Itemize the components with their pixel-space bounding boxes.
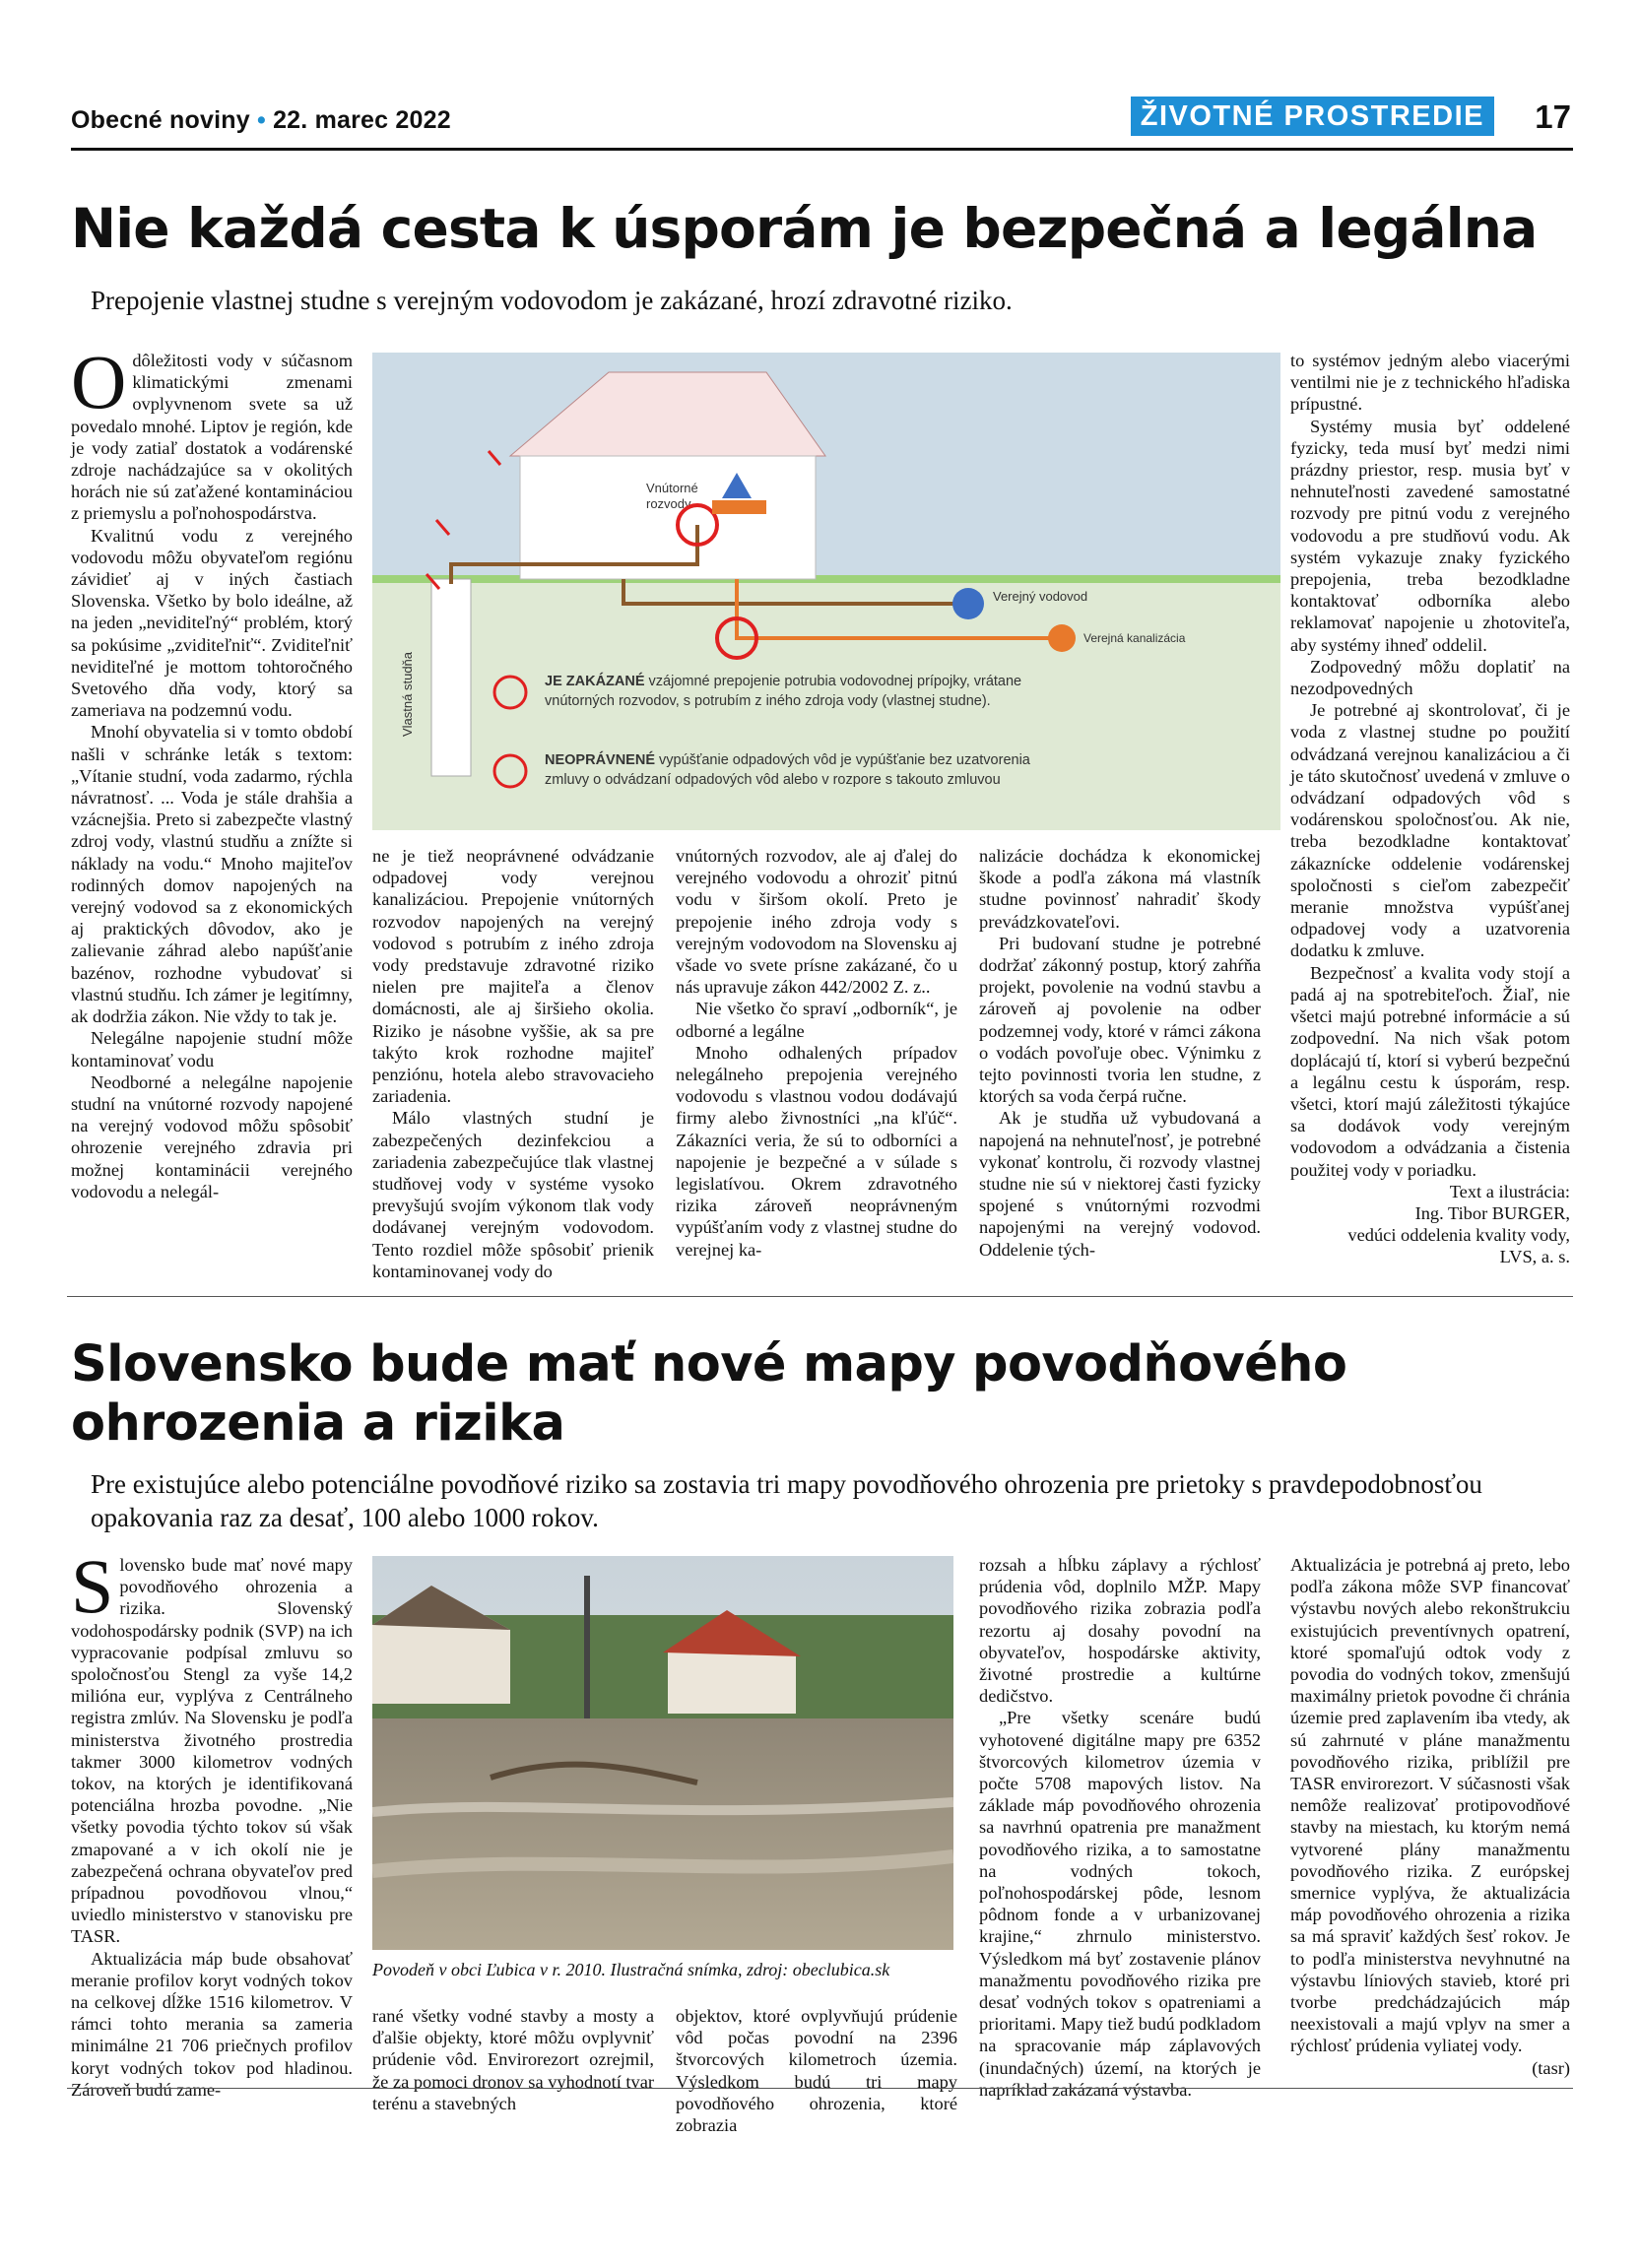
- well-shaft: [431, 579, 471, 776]
- paragraph: Aktualizácia máp bude obsahovať meranie profilov koryt vodných tokov na celkovej dĺžke 1516 kilometrov. V rámci tohto merania sa zameria minimálne 21 706 priečnych profilov koryt vodných tokov pod hladinou. Zároveň budú zame-: [71, 1948, 353, 2100]
- photo-caption: Povodeň v obci Ľubica v r. 2010. Ilustračná snímka, zdroj: obeclubica.sk: [372, 1960, 890, 1979]
- paragraph: Pri budovaní studne je potrebné dodržať zákonný postup, ktorý zahŕňa projekt, povolenie na vodnú stavbu a zároveň aj povolenie na odber podzemnej vody, ktoré v rámci zákona o vodách povoľuje obec. Výnimku z tejto povinnosti tvoria len studne, z ktorých sa voda čerpá ručne.: [979, 933, 1261, 1107]
- grass: [372, 575, 1280, 583]
- paragraph: rané všetky vodné stavby a mosty a ďalšie objekty, ktoré môžu ovplyvniť prúdenie vôd. Envirorezort ozrejmil, že za pomoci dronov sa vyhodnotí tvar terénu a stavebných: [372, 2006, 654, 2113]
- paragraph: ne je tiež neoprávnené odvádzanie odpadovej vody verejnou kanalizáciou. Prepojenie vnútorných rozvodov napojených na verejný vodovod s potrubím z iného zdroja vody predstavuje zdravotné riziko nielen pre majiteľa a členov domácnosti, ale aj širšieho okolia. Riziko je násobne vyššie, ak sa pre takýto krok rozhodne majiteľ penziónu, hotela alebo stravovacieho zariadenia.: [372, 846, 654, 1107]
- bottom-rule: [67, 2088, 1573, 2089]
- dropcap: O: [71, 339, 127, 424]
- header-rule: [71, 148, 1573, 151]
- paragraph: Neodborné a nelegálne napojenie studní na vnútorné rozvody napojené na verejný vodovod môžu spôsobiť ohrozenie verejného zdravia pri možnej kontaminácii verejného vodovodu a nelegál-: [71, 1071, 353, 1201]
- dropcap: S: [71, 1543, 114, 1629]
- article1-column-3: [676, 845, 957, 1261]
- public-water-main-icon: [952, 588, 984, 619]
- section-tag: ŽIVOTNÉ PROSTREDIE: [1131, 97, 1494, 136]
- note1: JE ZAKÁZANÉ vzájomné prepojenie potrubia vodovodnej prípojky, vrátane vnútorných rozvodov, s potrubím z iného zdroja vody (vlastnej studne).: [545, 674, 1022, 709]
- sky: [372, 353, 1280, 579]
- subheading: Nelegálne napojenie studní môže kontaminovať vodu: [71, 1028, 353, 1070]
- page-number: 17: [1535, 98, 1571, 135]
- house-wall: [520, 456, 816, 579]
- paragraph: objektov, ktoré ovplyvňujú prúdenie vôd počas povodní na 2396 štvorcových kilometroch územia. Výsledkom budú tri mapy povodňového ohrozenia, ktoré zobrazia: [676, 2006, 957, 2136]
- article1-credit: Text a ilustrácia: Ing. Tibor BURGER, vedúci oddelenia kvality vody, LVS, a. s.: [1347, 1181, 1570, 1267]
- flood-photo: [372, 1556, 953, 1950]
- water-connection-diagram: [372, 353, 1280, 830]
- paragraph: vnútorných rozvodov, ale aj ďalej do verejného vodovodu a ohroziť pitnú vodu v širšom okolí. Preto je prepojenie iného zdroja vody s verejným vodovodom na Slovensku aj všade vo svete prísne zakázané, čo u nás upravuje zákon 442/2002 Z. z..: [676, 846, 957, 998]
- article1-column-5: [1290, 350, 1570, 1268]
- article1-title: Nie každá cesta k úsporám je bezpečná a legálna: [71, 197, 1538, 260]
- note2: NEOPRÁVNENÉ vypúšťanie odpadových vôd je vypúšťanie bez uzatvorenia zmluvy o odvádzaní odpadových vôd alebo v rozpore s takouto zmluvou: [545, 752, 1030, 788]
- flood-water: [372, 1718, 953, 1950]
- paragraph: Mnoho odhalených prípadov nelegálneho prepojenia verejného vodovodu s vlastnou vodou dodávajú firmy alebo živnostníci „na kľúč“. Zákazníci veria, že sú to odborníci a napojenie je bezpečné a v súlade s legislatívou. Okrem zdravotného rizika zároveň neoprávneným vypúšťaním vody z vlastnej studne do verejnej ka-: [676, 1042, 957, 1260]
- public-sewer-icon: [1048, 624, 1076, 652]
- paragraph: Systémy musia byť oddelené fyzicky, teda musí byť medzi nimi prázdny priestor, resp. musia byť v nehnuteľnosti zavedené samostatné rozvody pre pitnú vodu z verejného vodovodu a pre studňovú vodu. Ak systém vykazuje znaky fyzického prepojenia, treba bezodkladne kontaktovať odborníka alebo reklamovať napojenie u zhotoviteľa, aby systémy ihneď oddelil.: [1290, 416, 1570, 655]
- subheading: Zodpovedný môžu doplatiť na nezodpovedných: [1290, 656, 1570, 699]
- separator-dot: •: [256, 106, 266, 134]
- paragraph: Ak je studňa už vybudovaná a napojená na nehnuteľnosť, je potrebné vykonať kontrolu, či rozvody vlastnej studne nie sú v niektorej časti fyzicky spojené s vnútornými rozvodmi napojenými na verejný vodovod. Oddelenie tých-: [979, 1108, 1261, 1260]
- utility-pole: [584, 1576, 590, 1733]
- issue-date: 22. marec 2022: [273, 106, 451, 134]
- photo-svg: [372, 1556, 953, 1950]
- label-public-water: Verejný vodovod: [993, 589, 1088, 604]
- paragraph: dôležitosti vody v súčasnom klimatickými zmenami ovplyvnenom svete sa už povedalo mnohé. Liptov je región, kde je vody zatiaľ dostatok a vodárenské zdroje nachádzajúce sa v okolitých horách nie sú zaťažené kontamináciou z priemyslu a poľnohospodárstva.: [71, 351, 353, 524]
- diagram-svg: [372, 353, 1280, 830]
- paragraph: „Pre všetky scenáre budú vyhotovené digitálne mapy pre 6352 štvorcových kilometrov územia v počte 5708 mapových listov. Na základe máp povodňového ohrozenia sa navrhnú opatrenia pre manažment povodňového rizika, a to samostatne na vodných tokoch, poľnohospodárskej pôde, lesnom pôdnom fonde a v urbanizovanej krajine,“ zhrnulo ministerstvo. Výsledkom má byť zostavenie plánov manažmentu povodňového rizika pre desať vodných tokov s opatreniami a prioritami. Mapy tiež budú podkladom na spracovanie máp záplavových (inundačných) území, na ktorých je napríklad zakázaná výstavba.: [979, 1708, 1261, 2100]
- paragraph: Kvalitnú vodu z verejného vodovodu môžu obyvateľom regiónu závidieť aj v iných častiach Slovenska. Všetko by bolo ideálne, až na jeden „neviditeľný“ problém, ktorý sa pokúsime „zviditeľniť“. Zviditeľniť neviditeľné je mottom tohtoročného Svetového dňa vody, ktorý sa zameriava na podzemnú vodu.: [71, 525, 353, 721]
- article2-column-3: [676, 2005, 957, 2136]
- label-public-sewer: Verejná kanalizácia: [1083, 631, 1186, 645]
- article2-lead: Pre existujúce alebo potenciálne povodňové riziko sa zostavia tri mapy povodňového ohrozenia pre prietoky s pravdepodobnosťou opakovania raz za desať, 100 alebo 1000 rokov.: [91, 1469, 1482, 1532]
- paragraph: Málo vlastných studní je zabezpečených dezinfekciou a zariadenia zabezpečujúce tlak vlastnej studňovej vody v systéme vysoko prevyšujú svojím výkonom tlak vody dodávanej verejným vodovodom. Tento rozdiel môže spôsobiť prienik kontaminovanej vody do: [372, 1108, 654, 1281]
- label-inner-pipes: Vnútorné rozvody: [646, 481, 698, 511]
- paragraph: Je potrebné aj skontrolovať, či je voda z vlastnej studne po použití odvádzaná verejnou kanalizáciou a či je táto skutočnosť uvedená v zmluve o odvádzaní odpadových vôd s vodárenskou spoločnosťou. Ak nie, treba bezodkladne kontaktovať zákaznícke oddelenie vodárenskej spoločnosti s cieľom zabezpečiť meranie množstva vypúšťanej odpadovej vody a uzatvorenia dodatku k zmluve.: [1290, 700, 1570, 961]
- paragraph: rozsah a hĺbku záplavy a rýchlosť prúdenia vôd, doplnilo MŽP. Mapy povodňového rizika zobrazia podľa rezortu aj dosahy povodní na obyvateľov, hospodárske aktivity, životné prostredie a kultúrne dedičstvo.: [979, 1555, 1261, 1707]
- paragraph: nalizácie dochádza k ekonomickej škode a podľa zákona má vlastník studne povinnosť nahradiť škody prevádzkovateľovi.: [979, 846, 1261, 932]
- article2-title: Slovensko bude mať nové mapy povodňového ohrozenia a rizika: [71, 1335, 1347, 1453]
- subheading: Nie všetko čo spraví „odborník“, je odborné a legálne: [676, 999, 957, 1041]
- paragraph: Bezpečnosť a kvalita vody stojí a padá aj na spotrebiteľoch. Žiaľ, nie všetci majú potrebné informácie a sú zodpovední. Na nich však potom doplácajú tí, ktorí si vyberú bezpečnú a legálnu cestu k úsporám, resp. všetci, ktorí majú záležitosti týkajúce sa dodávok vody verejným vodovodom a odvádzania a čistenia použitej vody v poriadku.: [1290, 962, 1570, 1180]
- article-divider: [67, 1296, 1573, 1297]
- article1-column-2: [372, 845, 654, 1282]
- paragraph: to systémov jedným alebo viacerými ventilmi nie je z technického hľadiska prípustné.: [1290, 351, 1570, 415]
- label-own-well: Vlastná studňa: [400, 651, 415, 737]
- article2-column-4: [979, 1554, 1261, 2101]
- paragraph: Aktualizácia je potrebná aj preto, lebo podľa zákona môže SVP financovať výstavbu nových alebo rekonštrukciu existujúcich preventívnych opatrení, ktoré spomaľujú odtok vody z povodia do vodných tokov, zmenšujú maximálny prietok povodne či chránia územie pred zaplavením iba vtedy, ak sú zahrnuté v pláne manažmentu povodňového rizika, priblížil pre TASR envirorezort. V súčasnosti však nemôže realizovať protipovodňové stavby na miestach, ku ktorým nemá vytvorené plány manažmentu povodňového rizika. Z európskej smernice vyplýva, že aktualizácia máp povodňového ohrozenia a rizika sa má spraviť každých šesť rokov. Je to podľa ministerstva nevyhnutné na výstavbu líniových stavieb, ktoré pri tvorbe predchádzajúcich máp neexistovali a majú vplyv na smer a rýchlosť prúdenia vyliatej vody.: [1290, 1555, 1570, 2056]
- article1-lead: Prepojenie vlastnej studne s verejným vodovodom je zakázané, hrozí zdravotné riziko.: [91, 286, 1013, 315]
- article2-column-2: [372, 2005, 654, 2114]
- paper-name: Obecné noviny: [71, 106, 250, 134]
- article1-column-4: [979, 845, 1261, 1261]
- paragraph: Mnohí obyvatelia si v tomto období našli v schránke leták s textom: „Vítanie studní, voda zadarmo, rýchla návratnosť. ... Voda je stále drahšia a vzácnejšia. Preto si zabezpečte vlastný zdroj vody, vlastnú studňu a znížte si náklady na vodu.“ Mnoho majiteľov rodinných domov napojených na verejný vodovod sa z ekonomických aj praktických dôvodov, ako je zalievanie záhrad alebo napúšťanie bazénov, rozhodne vybudovať si vlastnú studňu. Ich zámer je legitímny, ak dodržia zákon. Nie vždy to tak je.: [71, 722, 353, 1027]
- article2-credit: (tasr): [1532, 2057, 1570, 2078]
- article1-column-1: [71, 339, 353, 1202]
- sink-icon: [712, 500, 766, 514]
- paragraph: lovensko bude mať nové mapy povodňového ohrozenia a rizika. Slovenský vodohospodársky podnik (SVP) na ich vypracovanie podpísal zmluvu so spoločnosťou Stengl za vyše 14,2 milióna eur, vyplýva z Centrálneho registra zmlúv. Na Slovensku je podľa ministerstva životného prostredia takmer 3000 kilometrov vodných tokov, na ktorých je identifikovaná potenciálna hrozba povodne. „Nie všetky povodia týchto tokov sú však zmapované a v ich okolí nie je zabezpečená ochrana obyvateľov pred prípadnou povodňovou vlnou,“ uviedlo ministerstvo v stanovisku pre TASR.: [71, 1555, 353, 1947]
- masthead: [71, 106, 451, 135]
- article2-column-1: [71, 1543, 353, 2101]
- article2-column-5: [1290, 1554, 1570, 2079]
